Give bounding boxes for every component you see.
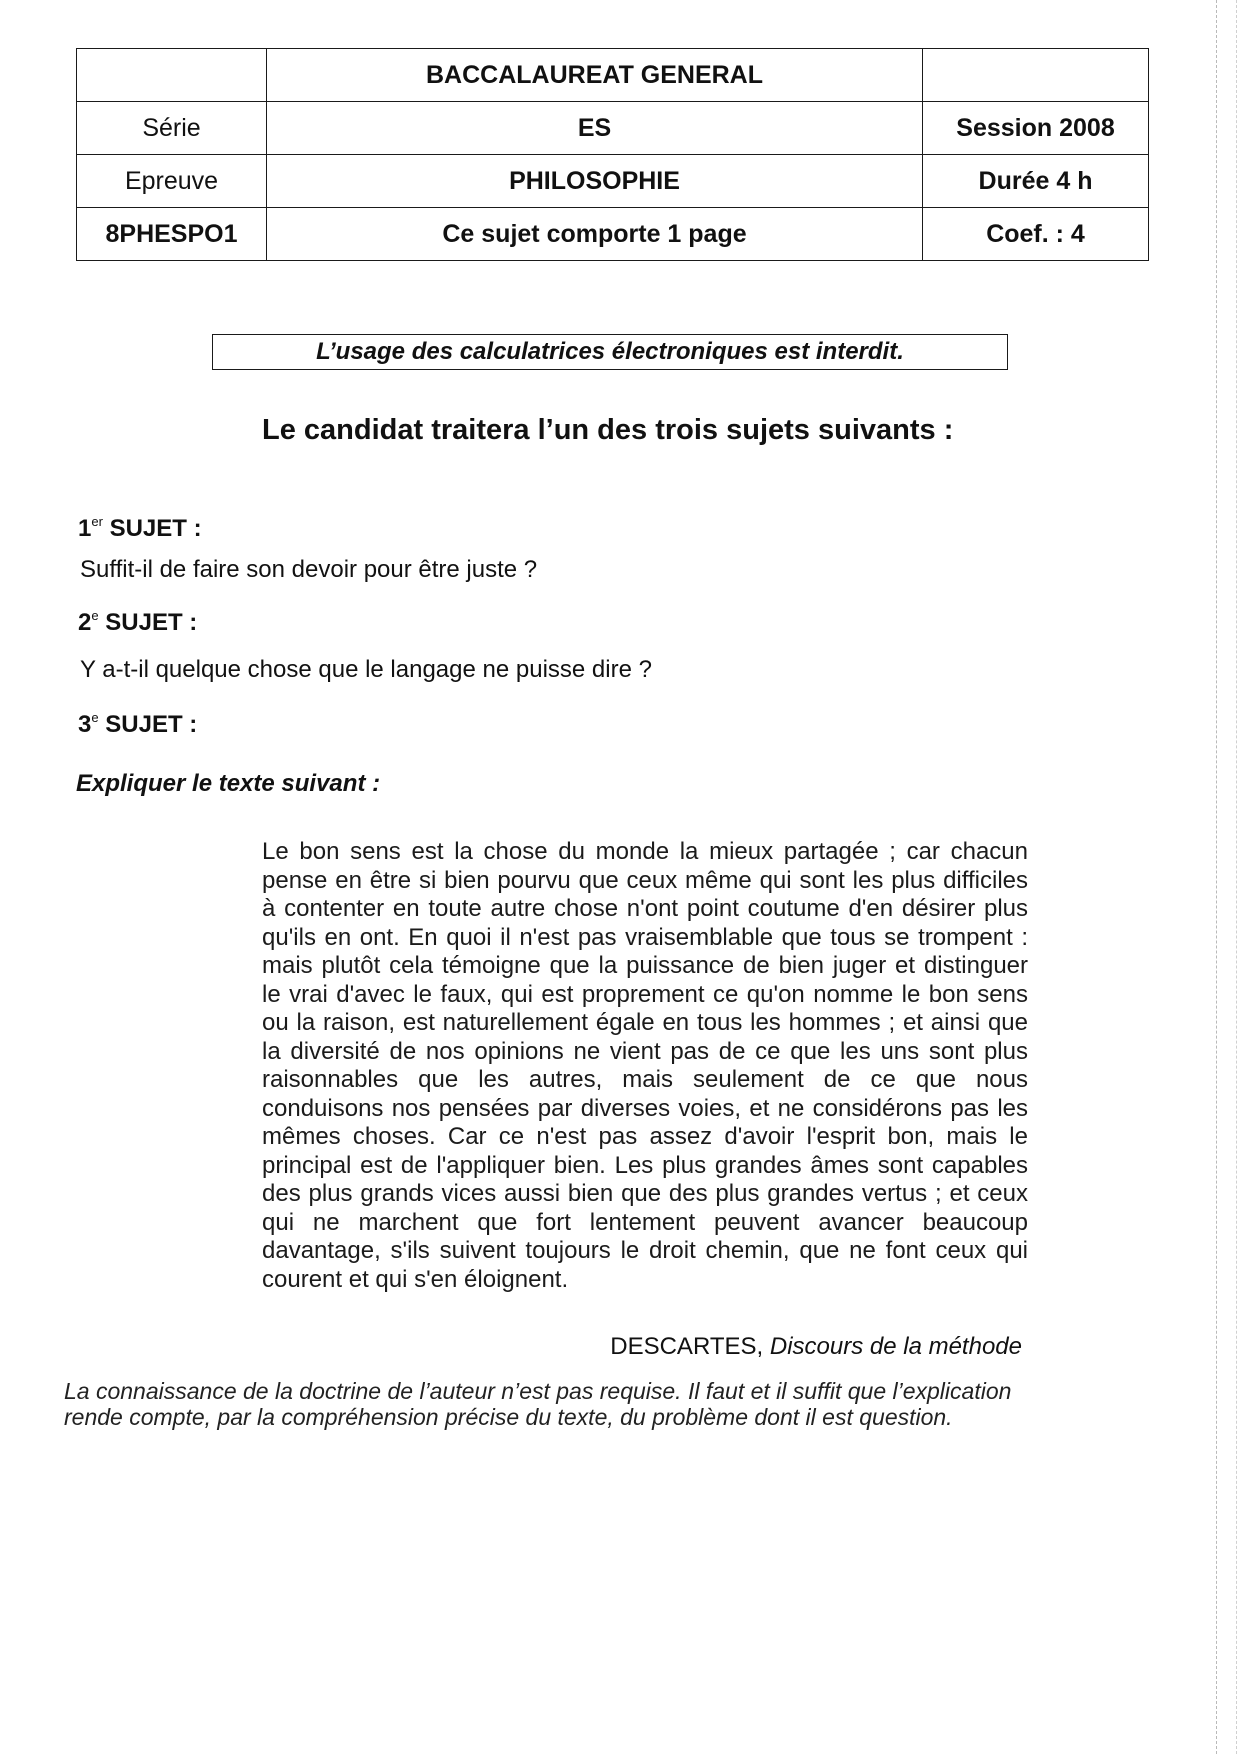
header-row-serie	[77, 102, 1149, 155]
source-author: DESCARTES,	[610, 1333, 770, 1360]
page-count: Ce sujet comporte 1 page	[267, 208, 923, 261]
header-row-code	[77, 208, 1149, 261]
serie-value: ES	[267, 102, 923, 155]
sujet-2-title	[78, 608, 197, 637]
descartes-passage: Le bon sens est la chose du monde la mieux partagée ; car chacun pense en être si bien pourvu que ceux même qui sont les plus difficiles à contenter en toute autre chose n'ont point coutume d'en désirer plus qu'ils en ont. En quoi il n'est pas vraisemblable que tous se trompent : mais plutôt cela témoigne que la puissance de bien juger et distinguer le vrai d'avec le faux, qui est proprement ce qu'on nomme le bon sens ou la raison, est naturellement égale en tous les hommes ; et ainsi que la diversité de nos opinions ne vient pas de ce que les uns sont plus raisonnables que les autres, mais seulement de ce que nous conduisons nos pensées par diverses voies, et ne considérons pas les mêmes choses. Car ce n'est pas assez d'avoir l'esprit bon, mais le principal est de l'appliquer bien. Les plus grandes âmes sont capables des plus grands vices aussi bien que des plus grandes vertus ; et ceux qui ne marchent que fort lentement peuvent avancer beaucoup davantage, s'ils suivent toujours le droit chemin, que ne font ceux qui courent et qui s'en éloignent.	[262, 838, 1028, 1293]
sujet-label: SUJET :	[98, 609, 198, 636]
exam-title: BACCALAUREAT GENERAL	[267, 49, 923, 102]
passage-source	[610, 1333, 1022, 1361]
explain-instruction: Expliquer le texte suivant :	[76, 770, 381, 797]
source-work: Discours de la méthode	[769, 1333, 1022, 1360]
instruction-heading: Le candidat traitera l’un des trois sujets suivants :	[262, 414, 954, 446]
scan-edge-line	[1216, 0, 1217, 1754]
sujet-3-title	[78, 710, 197, 739]
sujet-ordinal: e	[91, 608, 99, 623]
sujet-label: SUJET :	[98, 711, 198, 738]
header-cell-empty-right	[923, 49, 1149, 102]
sujet-ordinal: er	[91, 514, 103, 529]
header-row-title	[77, 49, 1149, 102]
scan-edge-line	[1236, 0, 1237, 1754]
exam-code: 8PHESPO1	[77, 208, 267, 261]
session-value: Session 2008	[923, 102, 1149, 155]
serie-label: Série	[77, 102, 267, 155]
sujet-label: SUJET :	[102, 515, 202, 542]
exam-header-table	[76, 48, 1149, 261]
footnote: La connaissance de la doctrine de l’auteur n’est pas requise. Il faut et il suffit que l’explication rende compte, par la compréhension précise du texte, du problème dont il est question.	[64, 1378, 1012, 1430]
sujet-2-question: Y a-t-il quelque chose que le langage ne puisse dire ?	[80, 656, 652, 683]
epreuve-label: Epreuve	[77, 155, 267, 208]
duree-value: Durée 4 h	[923, 155, 1149, 208]
header-row-epreuve	[77, 155, 1149, 208]
coef-value: Coef. : 4	[923, 208, 1149, 261]
sujet-number: 3	[78, 711, 92, 738]
sujet-ordinal: e	[91, 710, 99, 725]
epreuve-value: PHILOSOPHIE	[267, 155, 923, 208]
sujet-1-title	[78, 514, 202, 543]
sujet-number: 2	[78, 609, 92, 636]
header-cell-empty-left	[77, 49, 267, 102]
calculator-notice: L’usage des calculatrices électroniques est interdit.	[212, 334, 1008, 370]
sujet-1-question: Suffit-il de faire son devoir pour être juste ?	[80, 556, 538, 583]
sujet-number: 1	[78, 515, 92, 542]
